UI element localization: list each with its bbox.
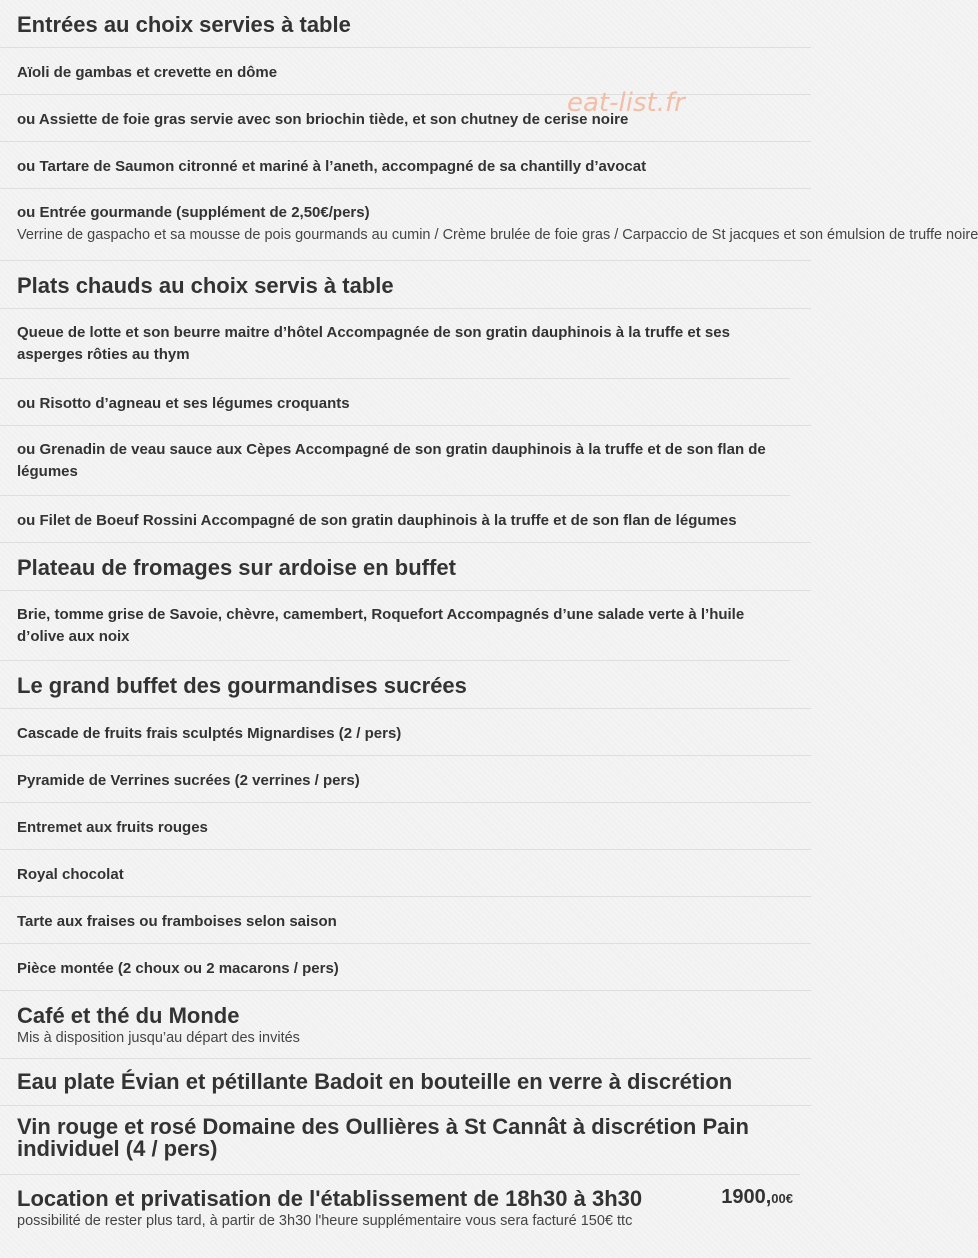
section-heading-fromages: Plateau de fromages sur ardoise en buffet [0,543,811,591]
location-subtitle: possibilité de rester plus tard, à partir de 3h30 l'heure supplémentaire vous sera facturé 150€ ttc [17,1213,633,1229]
menu-item: ou Tartare de Saumon citronné et mariné à l’aneth, accompagné de sa chantilly d’avocat [0,142,811,189]
section-cafe [0,991,811,1059]
location-title: Location et privatisation de l'établissement de 18h30 à 3h30 [17,1186,643,1211]
menu-item: Entremet aux fruits rouges [0,803,811,850]
section-heading-entrees: Entrées au choix servies à table [0,0,811,48]
menu-item: Pyramide de Verrines sucrées (2 verrines / pers) [0,756,811,803]
watermark-logo: eat-list.fr [567,88,685,118]
menu-item: Cascade de fruits frais sculptés Mignardises (2 / pers) [0,709,811,756]
price-cents: 00€ [771,1191,793,1206]
menu-item: ou Assiette de foie gras servie avec son briochin tiède, et son chutney de cerise noire [0,95,811,142]
price-main: 1900, [721,1186,772,1208]
menu-item: Royal chocolat [0,850,811,897]
menu-item: Tarte aux fraises ou framboises selon saison [0,897,811,944]
menu-item: ou Filet de Boeuf Rossini Accompagné de son gratin dauphinois à la truffe et de son flan de légumes [0,496,811,543]
section-location [0,1175,811,1247]
entree-gourmande-title: ou Entrée gourmande (supplément de 2,50€/pers) [17,204,370,221]
menu-item: Queue de lotte et son beurre maitre d’hôtel Accompagnée de son gratin dauphinois à la truffe et ses asperges rôties au thym [0,309,790,379]
menu-item: ou Risotto d’agneau et ses légumes croquants [0,379,811,426]
section-heading-desserts: Le grand buffet des gourmandises sucrées [0,661,811,709]
location-price [721,1186,793,1209]
menu-item: Pièce montée (2 choux ou 2 macarons / pers) [0,944,811,991]
section-heading-plats: Plats chauds au choix servis à table [0,261,811,309]
menu-item: Aïoli de gambas et crevette en dôme [0,48,811,95]
menu-item: ou Grenadin de veau sauce aux Cèpes Accompagné de son gratin dauphinois à la truffe et de son flan de légumes [0,426,790,496]
section-vin: Vin rouge et rosé Domaine des Oullières à St Cannât à discrétion Pain individuel (4 / pers) [0,1106,800,1175]
menu-item: Brie, tomme grise de Savoie, chèvre, camembert, Roquefort Accompagnés d’une salade verte à l’huile d’olive aux noix [0,591,790,661]
cafe-title: Café et thé du Monde [17,1003,240,1028]
cafe-subtitle: Mis à disposition jusqu’au départ des invités [17,1030,300,1046]
section-eau: Eau plate Évian et pétillante Badoit en bouteille en verre à discrétion [0,1059,811,1106]
menu-item-entree-gourmande [0,189,978,261]
entree-gourmande-desc: Verrine de gaspacho et sa mousse de pois gourmands au cumin / Crème brulée de foie gras / Carpaccio de St jacques et son émulsion de truffe noire [17,227,978,243]
